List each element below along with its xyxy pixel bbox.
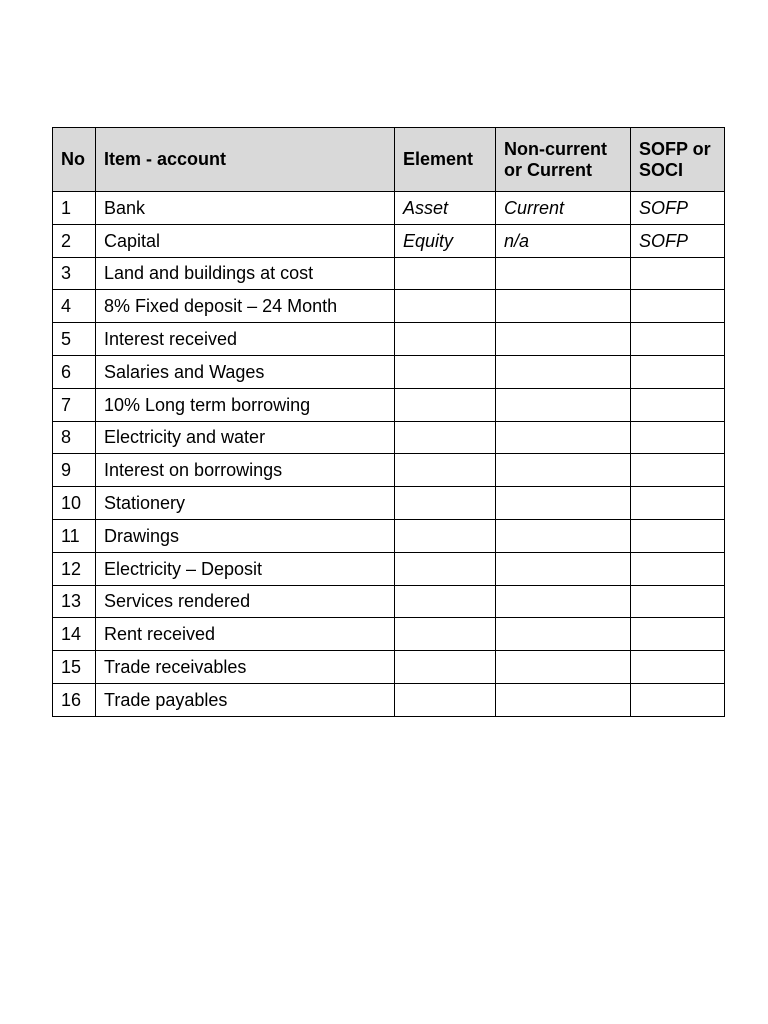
cell-item-account: Salaries and Wages <box>96 355 395 388</box>
cell-element <box>395 454 496 487</box>
cell-no: 11 <box>53 519 96 552</box>
cell-sofp-or-soci <box>631 683 725 716</box>
table-row <box>53 257 725 290</box>
cell-no: 16 <box>53 683 96 716</box>
table-row <box>53 487 725 520</box>
cell-element <box>395 257 496 290</box>
cell-element <box>395 388 496 421</box>
cell-element <box>395 323 496 356</box>
cell-element <box>395 290 496 323</box>
cell-sofp-or-soci <box>631 585 725 618</box>
cell-element <box>395 618 496 651</box>
header-element: Element <box>395 128 496 192</box>
cell-no: 15 <box>53 651 96 684</box>
table-row <box>53 552 725 585</box>
classification-table <box>52 127 725 717</box>
cell-item-account: Electricity and water <box>96 421 395 454</box>
table-row <box>53 192 725 225</box>
cell-noncurrent-or-current <box>496 487 631 520</box>
cell-sofp-or-soci <box>631 388 725 421</box>
cell-sofp-or-soci <box>631 519 725 552</box>
cell-sofp-or-soci <box>631 421 725 454</box>
header-sofp-or-soci: SOFP or SOCI <box>631 128 725 192</box>
cell-item-account: 10% Long term borrowing <box>96 388 395 421</box>
cell-noncurrent-or-current <box>496 388 631 421</box>
cell-no: 10 <box>53 487 96 520</box>
table-row <box>53 421 725 454</box>
cell-no: 14 <box>53 618 96 651</box>
cell-sofp-or-soci <box>631 355 725 388</box>
cell-sofp-or-soci <box>631 487 725 520</box>
cell-sofp-or-soci <box>631 618 725 651</box>
cell-noncurrent-or-current: n/a <box>496 224 631 257</box>
cell-item-account: Trade receivables <box>96 651 395 684</box>
cell-sofp-or-soci <box>631 651 725 684</box>
table-row <box>53 683 725 716</box>
cell-no: 8 <box>53 421 96 454</box>
cell-no: 4 <box>53 290 96 323</box>
cell-noncurrent-or-current <box>496 683 631 716</box>
cell-no: 3 <box>53 257 96 290</box>
cell-no: 5 <box>53 323 96 356</box>
table-header <box>53 128 725 192</box>
table-row <box>53 388 725 421</box>
table-row <box>53 618 725 651</box>
cell-noncurrent-or-current <box>496 585 631 618</box>
cell-no: 7 <box>53 388 96 421</box>
cell-noncurrent-or-current <box>496 355 631 388</box>
table-row <box>53 290 725 323</box>
header-item-account: Item - account <box>96 128 395 192</box>
cell-no: 2 <box>53 224 96 257</box>
cell-element <box>395 552 496 585</box>
cell-noncurrent-or-current <box>496 618 631 651</box>
table-row <box>53 519 725 552</box>
table-row <box>53 454 725 487</box>
cell-no: 6 <box>53 355 96 388</box>
cell-no: 9 <box>53 454 96 487</box>
cell-element <box>395 585 496 618</box>
cell-element <box>395 355 496 388</box>
cell-no: 1 <box>53 192 96 225</box>
cell-item-account: Interest received <box>96 323 395 356</box>
cell-item-account: Electricity – Deposit <box>96 552 395 585</box>
cell-element <box>395 651 496 684</box>
cell-no: 12 <box>53 552 96 585</box>
cell-noncurrent-or-current <box>496 454 631 487</box>
cell-item-account: Drawings <box>96 519 395 552</box>
header-row <box>53 128 725 192</box>
cell-sofp-or-soci: SOFP <box>631 192 725 225</box>
cell-noncurrent-or-current <box>496 323 631 356</box>
cell-sofp-or-soci <box>631 323 725 356</box>
table-row <box>53 224 725 257</box>
cell-item-account: Trade payables <box>96 683 395 716</box>
cell-item-account: Bank <box>96 192 395 225</box>
cell-item-account: 8% Fixed deposit – 24 Month <box>96 290 395 323</box>
cell-noncurrent-or-current <box>496 651 631 684</box>
cell-item-account: Land and buildings at cost <box>96 257 395 290</box>
cell-sofp-or-soci <box>631 454 725 487</box>
cell-item-account: Services rendered <box>96 585 395 618</box>
cell-sofp-or-soci <box>631 552 725 585</box>
table-row <box>53 355 725 388</box>
cell-element <box>395 683 496 716</box>
cell-item-account: Interest on borrowings <box>96 454 395 487</box>
cell-noncurrent-or-current: Current <box>496 192 631 225</box>
cell-noncurrent-or-current <box>496 290 631 323</box>
cell-noncurrent-or-current <box>496 257 631 290</box>
cell-element <box>395 421 496 454</box>
cell-sofp-or-soci <box>631 290 725 323</box>
cell-sofp-or-soci <box>631 257 725 290</box>
cell-item-account: Stationery <box>96 487 395 520</box>
cell-noncurrent-or-current <box>496 421 631 454</box>
cell-noncurrent-or-current <box>496 519 631 552</box>
header-noncurrent-or-current: Non-current or Current <box>496 128 631 192</box>
cell-element: Asset <box>395 192 496 225</box>
cell-sofp-or-soci: SOFP <box>631 224 725 257</box>
cell-item-account: Capital <box>96 224 395 257</box>
header-no: No <box>53 128 96 192</box>
cell-element <box>395 519 496 552</box>
cell-element: Equity <box>395 224 496 257</box>
table-row <box>53 585 725 618</box>
table-row <box>53 651 725 684</box>
cell-noncurrent-or-current <box>496 552 631 585</box>
cell-item-account: Rent received <box>96 618 395 651</box>
cell-element <box>395 487 496 520</box>
table-body <box>53 192 725 717</box>
table-row <box>53 323 725 356</box>
cell-no: 13 <box>53 585 96 618</box>
